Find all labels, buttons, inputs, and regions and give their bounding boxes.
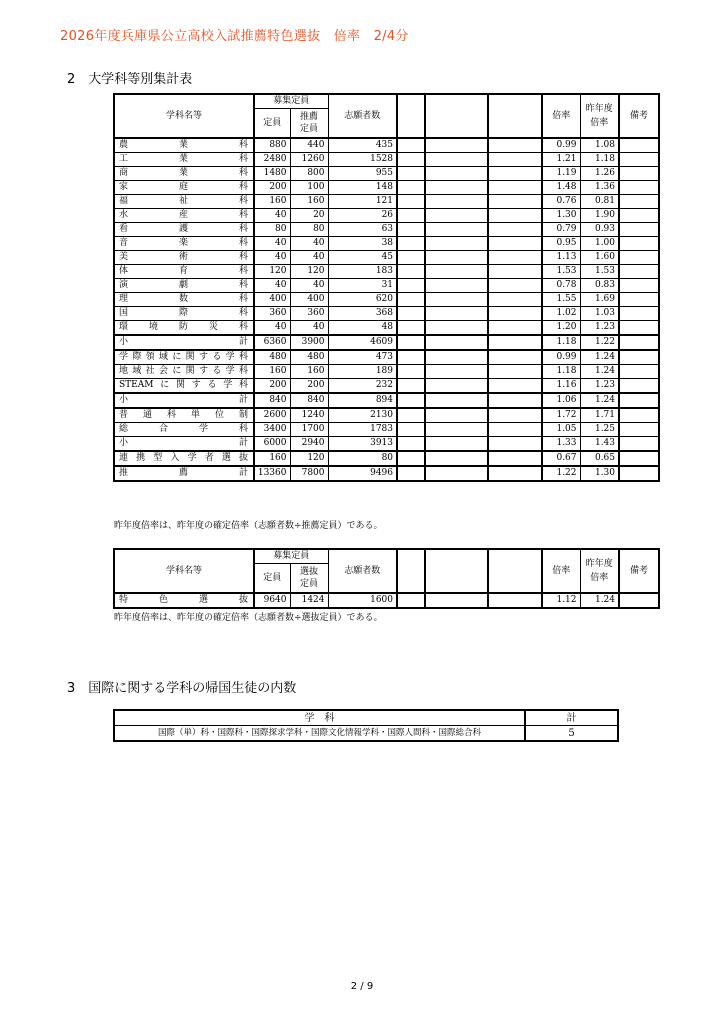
row-rate: 1.21 [542, 153, 580, 167]
row-teiin: 6360 [254, 335, 290, 350]
row-shigan: 1783 [328, 423, 397, 437]
row-rate: 1.18 [542, 365, 580, 379]
row-suisen: 200 [290, 379, 328, 394]
row-name: 連携型入学者選抜 [114, 451, 254, 466]
row-teiin: 840 [254, 393, 290, 408]
row-shigan: 38 [328, 237, 397, 251]
row-teiin: 360 [254, 307, 290, 321]
row-teiin: 9640 [254, 593, 290, 608]
row-rate: 1.72 [542, 408, 580, 423]
row-name: 農業科 [114, 138, 254, 153]
head-name: 学科名等 [114, 94, 254, 138]
row-prev: 1.30 [580, 466, 619, 481]
row-shigan: 26 [328, 209, 397, 223]
department-summary-table [113, 93, 660, 482]
row-teiin: 3400 [254, 423, 290, 437]
row-teiin: 2600 [254, 408, 290, 423]
row-shigan: 63 [328, 223, 397, 237]
table-row [114, 350, 659, 365]
row-rate: 1.16 [542, 379, 580, 394]
row-teiin: 40 [254, 279, 290, 293]
row-rate: 1.33 [542, 437, 580, 452]
row-teiin: 160 [254, 195, 290, 209]
t2-head-teiin: 定員 [254, 564, 290, 594]
row-suisen: 120 [290, 451, 328, 466]
row-prev: 1.08 [580, 138, 619, 153]
table-row [114, 138, 659, 153]
row-suisen: 840 [290, 393, 328, 408]
row-suisen: 800 [290, 167, 328, 181]
row-prev: 1.18 [580, 153, 619, 167]
row-teiin: 6000 [254, 437, 290, 452]
row-teiin: 160 [254, 365, 290, 379]
table-row [114, 593, 659, 608]
row-teiin: 1480 [254, 167, 290, 181]
row-prev: 0.65 [580, 451, 619, 466]
table-row [114, 209, 659, 223]
row-prev: 1.36 [580, 181, 619, 195]
row-prev: 1.23 [580, 321, 619, 336]
row-rate: 1.55 [542, 293, 580, 307]
row-shigan: 894 [328, 393, 397, 408]
col-gakka: 学 科 [114, 710, 525, 726]
row-name: 理数科 [114, 293, 254, 307]
table-row [114, 321, 659, 336]
row-shigan: 1600 [328, 593, 397, 608]
t2-head-senbatsu: 選抜定員 [290, 564, 328, 594]
row-name: 水産科 [114, 209, 254, 223]
t2-head-name: 学科名等 [114, 549, 254, 593]
row-teiin: 480 [254, 350, 290, 365]
head-shigan: 志願者数 [328, 94, 397, 138]
row-name: 小計 [114, 335, 254, 350]
row-prev: 1.25 [580, 423, 619, 437]
row-name: 地域社会に関する学科 [114, 365, 254, 379]
row-shigan: 473 [328, 350, 397, 365]
row-name: 看護科 [114, 223, 254, 237]
head-boshu: 募集定員 [254, 94, 328, 109]
row-teiin: 400 [254, 293, 290, 307]
row-prev: 1.69 [580, 293, 619, 307]
row-name: 推薦計 [114, 466, 254, 481]
row-prev: 1.24 [580, 350, 619, 365]
table-row [114, 451, 659, 466]
row-prev: 0.83 [580, 279, 619, 293]
row-rate: 1.19 [542, 167, 580, 181]
row-rate: 0.76 [542, 195, 580, 209]
row-name: 体育科 [114, 265, 254, 279]
row-rate: 1.30 [542, 209, 580, 223]
row-suisen: 440 [290, 138, 328, 153]
row-prev: 1.00 [580, 237, 619, 251]
row-name: 総合学科 [114, 423, 254, 437]
row-name: 演劇科 [114, 279, 254, 293]
row-teiin: 40 [254, 209, 290, 223]
row-name: 環境防災科 [114, 321, 254, 336]
table-row [114, 423, 659, 437]
row-shigan: 148 [328, 181, 397, 195]
section-3-heading: 3 国際に関する学科の帰国生徒の内数 [67, 681, 297, 696]
row-shigan: 9496 [328, 466, 397, 481]
row-name: 小計 [114, 393, 254, 408]
t2-head-shigan: 志願者数 [328, 549, 397, 593]
table-row [114, 408, 659, 423]
table-row [114, 279, 659, 293]
t2-head-bairitsu: 倍率 [542, 549, 580, 593]
row-name: 家庭科 [114, 181, 254, 195]
row-suisen: 3900 [290, 335, 328, 350]
row-suisen: 40 [290, 321, 328, 336]
row-name: 小計 [114, 437, 254, 452]
row-suisen: 360 [290, 307, 328, 321]
row-shigan: 368 [328, 307, 397, 321]
row-rate: 0.79 [542, 223, 580, 237]
returnee-table [113, 709, 619, 742]
head-teiin: 定員 [254, 109, 290, 139]
row-prev: 0.93 [580, 223, 619, 237]
row-rate: 1.22 [542, 466, 580, 481]
table-row [114, 223, 659, 237]
table2-note: 昨年度倍率は、昨年度の確定倍率（志願者数÷選抜定員）である。 [114, 613, 383, 623]
row-suisen: 40 [290, 251, 328, 265]
row-teiin: 160 [254, 451, 290, 466]
table-row [114, 379, 659, 394]
row-senbatsu: 1424 [290, 593, 328, 608]
row-prev: 1.24 [580, 393, 619, 408]
row-name: 商業科 [114, 167, 254, 181]
row-suisen: 120 [290, 265, 328, 279]
row-suisen: 40 [290, 237, 328, 251]
row-teiin: 40 [254, 321, 290, 336]
table-row [114, 265, 659, 279]
row-rate: 0.67 [542, 451, 580, 466]
row-prev: 1.26 [580, 167, 619, 181]
row-suisen: 1260 [290, 153, 328, 167]
row-shigan: 2130 [328, 408, 397, 423]
head-prev: 昨年度倍率 [580, 94, 619, 138]
row-suisen: 160 [290, 195, 328, 209]
row-teiin: 13360 [254, 466, 290, 481]
row-prev: 1.90 [580, 209, 619, 223]
row-shigan: 48 [328, 321, 397, 336]
row-name: 学際領域に関する学科 [114, 350, 254, 365]
table1-note: 昨年度倍率は、昨年度の確定倍率（志願者数÷推薦定員）である。 [114, 521, 383, 531]
row-prev: 1.24 [580, 593, 619, 608]
row-suisen: 2940 [290, 437, 328, 452]
row-shigan: 183 [328, 265, 397, 279]
t2-head-boshu: 募集定員 [254, 549, 328, 564]
page-number: 2 / 9 [350, 981, 374, 992]
row-name: 国際科 [114, 307, 254, 321]
row-suisen: 1700 [290, 423, 328, 437]
row-name: 特色選抜 [114, 593, 254, 608]
row-rate: 1.13 [542, 251, 580, 265]
row-suisen: 20 [290, 209, 328, 223]
row-teiin: 2480 [254, 153, 290, 167]
table-row [114, 153, 659, 167]
row-teiin: 80 [254, 223, 290, 237]
table-row [114, 393, 659, 408]
tokushoku-table [113, 548, 660, 609]
row-shigan: 80 [328, 451, 397, 466]
t2-head-biko: 備考 [619, 549, 659, 593]
row-prev: 1.22 [580, 335, 619, 350]
head-bairitsu: 倍率 [542, 94, 580, 138]
row-rate: 0.78 [542, 279, 580, 293]
row-rate: 1.48 [542, 181, 580, 195]
table-row [114, 181, 659, 195]
row-name: 美術科 [114, 251, 254, 265]
row-rate: 1.12 [542, 593, 580, 608]
row-prev: 1.43 [580, 437, 619, 452]
row-teiin: 200 [254, 379, 290, 394]
row-suisen: 160 [290, 365, 328, 379]
row-name: STEAMに関する学科 [114, 379, 254, 394]
row-rate: 1.05 [542, 423, 580, 437]
row-teiin: 40 [254, 251, 290, 265]
row-rate: 0.99 [542, 138, 580, 153]
row-suisen: 400 [290, 293, 328, 307]
row-prev: 1.03 [580, 307, 619, 321]
row-suisen: 100 [290, 181, 328, 195]
row-name: 福祉科 [114, 195, 254, 209]
row-teiin: 200 [254, 181, 290, 195]
row-shigan: 189 [328, 365, 397, 379]
row-rate: 1.06 [542, 393, 580, 408]
row-rate: 1.02 [542, 307, 580, 321]
row-shigan: 3913 [328, 437, 397, 452]
row-suisen: 40 [290, 279, 328, 293]
row-teiin: 120 [254, 265, 290, 279]
row-suisen: 80 [290, 223, 328, 237]
col-kei: 計 [525, 710, 618, 726]
head-biko: 備考 [619, 94, 659, 138]
row-suisen: 1240 [290, 408, 328, 423]
row-shigan: 435 [328, 138, 397, 153]
kei-value: 5 [525, 726, 618, 742]
row-prev: 1.60 [580, 251, 619, 265]
row-suisen: 7800 [290, 466, 328, 481]
row-name: 音楽科 [114, 237, 254, 251]
row-shigan: 31 [328, 279, 397, 293]
row-teiin: 880 [254, 138, 290, 153]
table-row [114, 237, 659, 251]
row-rate: 1.20 [542, 321, 580, 336]
row-suisen: 480 [290, 350, 328, 365]
head-suisen: 推薦定員 [290, 109, 328, 139]
row-rate: 0.99 [542, 350, 580, 365]
row-prev: 1.24 [580, 365, 619, 379]
row-shigan: 4609 [328, 335, 397, 350]
table-row [114, 365, 659, 379]
row-shigan: 1528 [328, 153, 397, 167]
section-2-heading: 2 大学科等別集計表 [67, 72, 193, 87]
row-prev: 1.71 [580, 408, 619, 423]
gakka-list: 国際（単）科・国際科・国際探求学科・国際文化情報学科・国際人間科・国際総合科 [114, 726, 525, 742]
row-name: 普通科単位制 [114, 408, 254, 423]
row-shigan: 45 [328, 251, 397, 265]
row-shigan: 232 [328, 379, 397, 394]
row-rate: 0.95 [542, 237, 580, 251]
table-row [114, 307, 659, 321]
row-shigan: 620 [328, 293, 397, 307]
page-header-title: 2026年度兵庫県公立高校入試推薦特色選抜 倍率 2/4分 [60, 29, 409, 44]
table-row [114, 167, 659, 181]
table-row [114, 251, 659, 265]
row-prev: 1.23 [580, 379, 619, 394]
row-teiin: 40 [254, 237, 290, 251]
row-prev: 0.81 [580, 195, 619, 209]
row-shigan: 955 [328, 167, 397, 181]
row-shigan: 121 [328, 195, 397, 209]
t2-head-prev: 昨年度倍率 [580, 549, 619, 593]
table-row [114, 335, 659, 350]
row-prev: 1.53 [580, 265, 619, 279]
row-name: 工業科 [114, 153, 254, 167]
table-row [114, 195, 659, 209]
table-row [114, 293, 659, 307]
row-rate: 1.53 [542, 265, 580, 279]
table-row [114, 466, 659, 481]
table-row [114, 437, 659, 452]
row-rate: 1.18 [542, 335, 580, 350]
